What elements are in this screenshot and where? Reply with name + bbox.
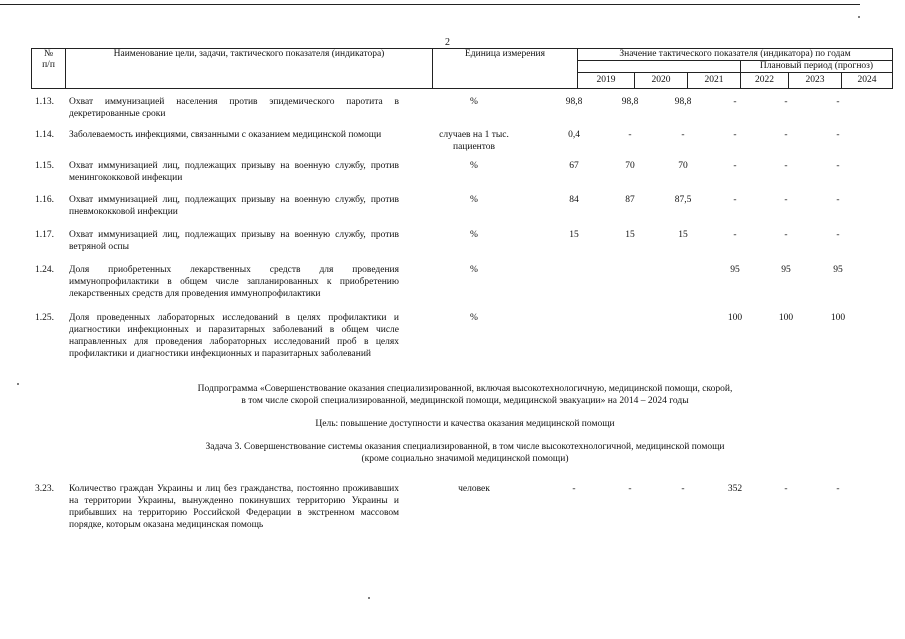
header-name: Наименование цели, задачи, тактического показателя (индикатора)	[66, 49, 433, 89]
row-unit: %	[470, 97, 478, 107]
row-value: -	[784, 484, 788, 494]
row-value: -	[733, 161, 737, 171]
row-value: -	[836, 484, 840, 494]
row-number: 1.17.	[35, 230, 54, 240]
row-value: 100	[830, 313, 846, 323]
row-value: 95	[730, 265, 740, 275]
header-year: 2020	[635, 73, 688, 89]
header-values: Значение тактического показателя (индикатора) по годам	[578, 49, 893, 61]
row-value: 0,4	[568, 130, 580, 140]
row-value: 100	[778, 313, 794, 323]
row-value: 84	[569, 195, 579, 205]
row-value: -	[836, 161, 840, 171]
row-value: -	[784, 97, 788, 107]
row-value: 87	[625, 195, 635, 205]
row-value: -	[628, 130, 632, 140]
row-number: 1.15.	[35, 161, 54, 171]
row-value: 95	[833, 265, 843, 275]
row-name: Количество граждан Украины и лиц без гражданства, постоянно проживавших на территории Украины, вынужденно покинувших территорию Украины и прибывших на территорию Российской Федерации в экстренном массовом порядке, которым оказана медицинская помощь	[69, 484, 399, 530]
row-unit: %	[470, 265, 478, 275]
row-name: Охват иммунизацией лиц, подлежащих призыву на военную службу, против пневмококковой инфекции	[69, 195, 399, 217]
table-header	[31, 48, 893, 89]
row-value: -	[572, 484, 576, 494]
row-number: 1.16.	[35, 195, 54, 205]
header-year: 2022	[741, 73, 789, 89]
row-value: -	[784, 230, 788, 240]
row-name: Охват иммунизацией лиц, подлежащих призыву на военную службу, против ветряной оспы	[69, 230, 399, 252]
row-value: 67	[569, 161, 579, 171]
row-value: 70	[678, 161, 688, 171]
header-unit: Единица измерения	[433, 49, 578, 89]
row-name: Охват иммунизацией населения против эпидемического паротита в декретированные сроки	[69, 97, 399, 119]
scan-speck	[17, 383, 19, 385]
row-name: Доля приобретенных лекарственных средств для проведения иммунопрофилактики в общем числе запланированных к приобретению лекарственных средств для проведения иммунопрофилактики	[69, 265, 399, 299]
scan-speck	[368, 597, 370, 599]
row-unit: %	[470, 230, 478, 240]
header-plan-period: Плановый период (прогноз)	[741, 61, 893, 73]
row-name: Заболеваемость инфекциями, связанными с оказанием медицинской помощи	[69, 130, 382, 140]
row-value: 15	[625, 230, 635, 240]
row-number: 1.24.	[35, 265, 54, 275]
row-value: -	[836, 230, 840, 240]
row-value: 98,8	[674, 97, 692, 107]
row-value: -	[836, 130, 840, 140]
row-value: -	[836, 195, 840, 205]
top-border-line	[0, 4, 860, 5]
row-value: 15	[569, 230, 579, 240]
row-value: 70	[625, 161, 635, 171]
row-value: -	[733, 230, 737, 240]
row-number: 1.14.	[35, 130, 54, 140]
row-value: -	[733, 130, 737, 140]
header-year: 2024	[842, 73, 893, 89]
row-value: -	[628, 484, 632, 494]
row-unit: %	[470, 195, 478, 205]
row-number: 1.13.	[35, 97, 54, 107]
row-value: 87,5	[674, 195, 692, 205]
row-value: -	[733, 195, 737, 205]
row-value: -	[784, 195, 788, 205]
row-name: Охват иммунизацией лиц, подлежащих призыву на военную службу, против менингококковой инфекции	[69, 161, 399, 183]
row-value: 352	[727, 484, 743, 494]
row-value: 15	[678, 230, 688, 240]
subprogram-title-line2: в том числе скорой специализированной, медицинской помощи, медицинской эвакуации» на 2014 – 2024 годы	[241, 396, 689, 406]
header-year: 2023	[789, 73, 842, 89]
row-unit: человек	[458, 484, 490, 494]
task-title-line1: Задача 3. Совершенствование системы оказания специализированной, в том числе высокотехнологичной, медицинской помощи	[205, 442, 725, 452]
row-value: 98,8	[621, 97, 639, 107]
row-value: 100	[727, 313, 743, 323]
header-num: № п/п	[32, 49, 66, 89]
row-name: Доля проведенных лабораторных исследований в целях профилактики и диагностики инфекционных и паразитарных заболеваний в общем числе направленных для проведения лабораторных исследований проб в целях профилактики и диагностики инфекционных и паразитарных заболеваний	[69, 313, 399, 359]
row-value: -	[733, 97, 737, 107]
row-value: -	[681, 130, 685, 140]
row-value: 98,8	[565, 97, 583, 107]
row-number: 1.25.	[35, 313, 54, 323]
row-value: -	[836, 97, 840, 107]
row-number: 3.23.	[35, 484, 54, 494]
scan-speck	[858, 16, 860, 18]
row-value: 95	[781, 265, 791, 275]
row-value: -	[784, 161, 788, 171]
row-value: -	[784, 130, 788, 140]
row-unit: %	[470, 161, 478, 171]
subprogram-title-line1: Подпрограмма «Совершенствование оказания специализированной, включая высокотехнологичную, медицинской помощи, скорой,	[197, 384, 733, 394]
row-unit: %	[470, 313, 478, 323]
header-year: 2021	[688, 73, 741, 89]
task-title-line2: (кроме социально значимой медицинской помощи)	[361, 454, 569, 464]
page-number: 2	[445, 37, 450, 48]
row-unit: случаев на 1 тыс. пациентов	[439, 130, 509, 152]
goal-text: Цель: повышение доступности и качества оказания медицинской помощи	[315, 419, 615, 429]
row-value: -	[681, 484, 685, 494]
header-year: 2019	[578, 73, 635, 89]
